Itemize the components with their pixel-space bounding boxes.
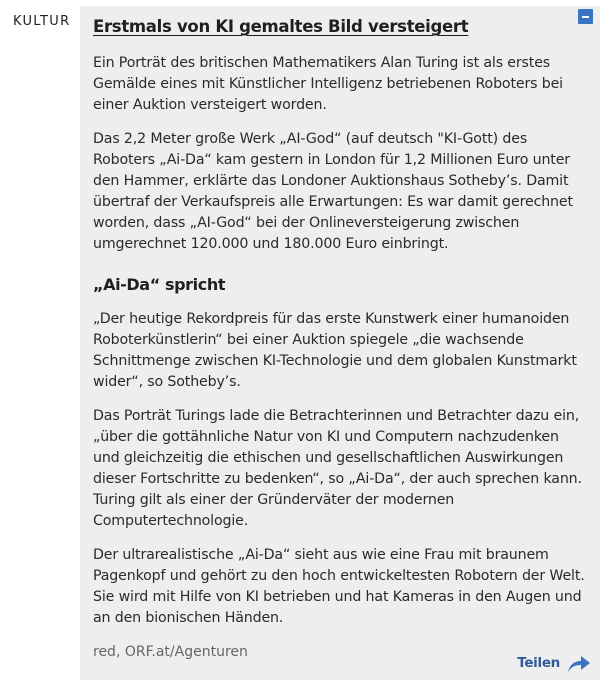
article-paragraph: Das 2,2 Meter große Werk „AI-God“ (auf deutsch "KI-Gott) des Roboters „Ai-Da“ kam gestern in London für 1,2 Millionen Euro unter den Hammer, erklärte das Londoner Auktionshaus Sotheby’s. Damit übertraf der Verkaufspreis alle Erwartungen: Es war damit gerechnet worden, dass „AI-God“ bei der Onlineversteigerung zwischen umgerechnet 120.000 und 180.000 Euro einbringt. [93, 131, 573, 252]
share-button[interactable] [517, 652, 592, 674]
article-subheading: „Ai-Da“ spricht [93, 275, 226, 294]
article-paragraph: Der ultrarealistische „Ai-Da“ sieht aus wie eine Frau mit braunem Pagenkopf und gehört zu den hoch entwickeltesten Robotern der Welt. Sie wird mit Hilfe von KI betrieben und hat Kameras in den Augen und an den bionischen Händen. [93, 547, 585, 626]
share-arrow-icon[interactable] [566, 652, 592, 674]
article-source: red, ORF.at/Agenturen [93, 644, 248, 660]
article-title[interactable]: Erstmals von KI gemaltes Bild versteigert [93, 17, 469, 36]
collapse-button[interactable] [578, 9, 593, 24]
article-card [80, 6, 600, 680]
section-category-label: KULTUR [13, 14, 71, 29]
minus-icon [582, 16, 589, 18]
article-paragraph: „Der heutige Rekordpreis für das erste Kunstwerk einer humanoiden Roboterkünstlerin“ bei einer Auktion spiegele „die wachsende Schnittmenge zwischen KI-Technologie und dem globalen Kunstmarkt wider“, so Sotheby’s. [93, 311, 577, 390]
article-paragraph: Ein Porträt des britischen Mathematikers Alan Turing ist als erstes Gemälde eines mit Künstlicher Intelligenz betriebenen Roboters bei einer Auktion versteigert worden. [93, 55, 563, 113]
article-paragraph: Das Porträt Turings lade die Betrachterinnen und Betrachter dazu ein, „über die gottähnliche Natur von KI und Computern nachzudenken und gleichzeitig die ethischen und gesellschaftlichen Auswirkungen dieser Fortschritte zu bedenken“, so „Ai-Da“, der auch sprechen kann. Turing gilt als einer der Gründerväter der modernen Computertechnologie. [93, 408, 582, 529]
share-label[interactable]: Teilen [517, 655, 560, 671]
